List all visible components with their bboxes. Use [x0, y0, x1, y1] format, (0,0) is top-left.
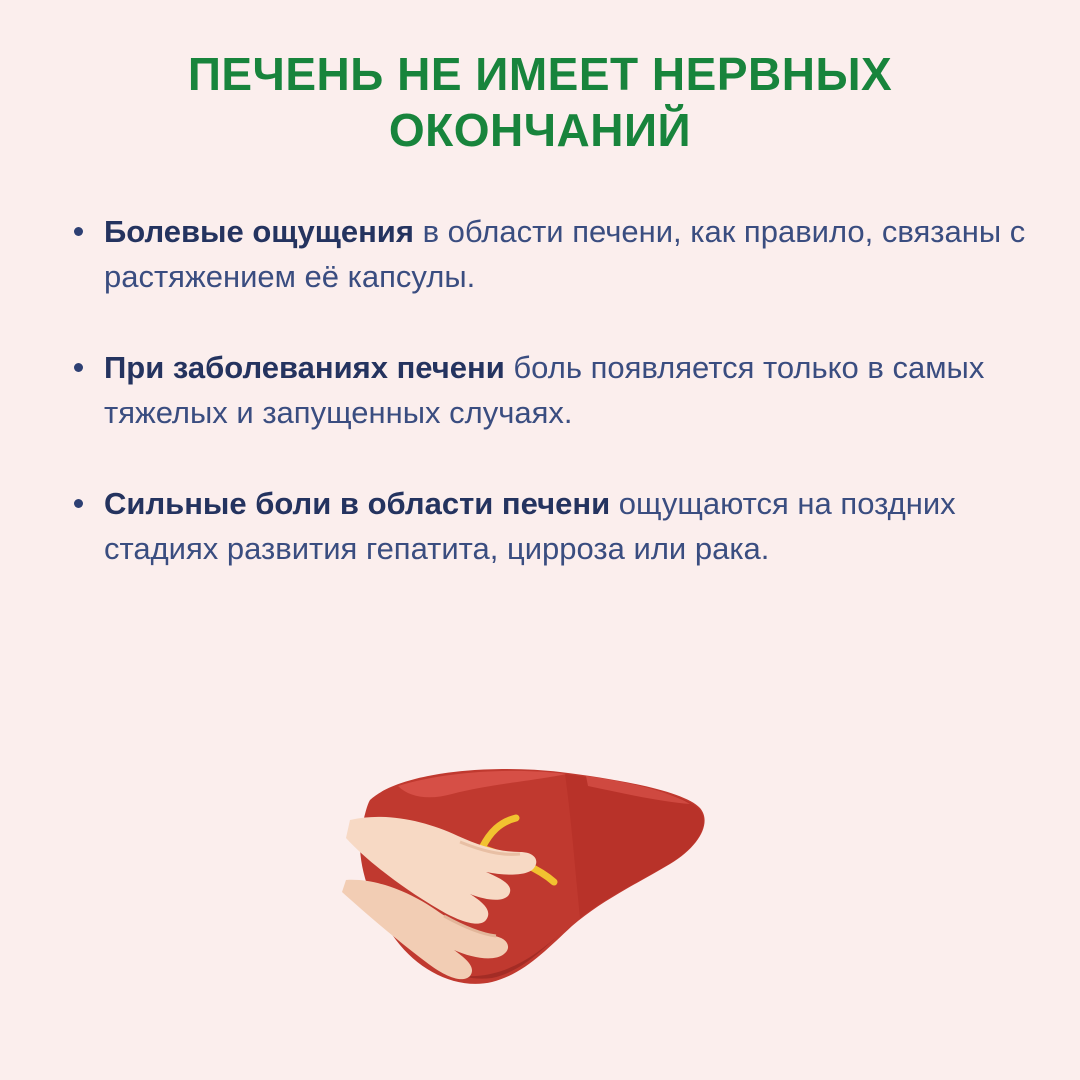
liver-illustration: [0, 740, 1080, 1040]
liver-held-by-hands-icon: [340, 760, 740, 1020]
list-item-text: боль появляется только в самых тяжелых и запущенных случаях.: [104, 350, 985, 431]
list-item: [68, 482, 1040, 572]
list-item: [68, 346, 1040, 436]
list-item-text: ощущаются на поздних стадиях развития гепатита, цирроза или рака.: [104, 485, 956, 566]
list-item-strong: Сильные боли в области печени: [104, 485, 611, 521]
list-item: [68, 210, 1040, 300]
list-item-strong: При заболеваниях печени: [104, 350, 505, 386]
page-title: ПЕЧЕНЬ НЕ ИМЕЕТ НЕРВНЫХ ОКОНЧАНИЙ: [187, 48, 893, 157]
bullet-list: [0, 158, 1080, 572]
list-item-text: в области печени, как правило, связаны с растяжением её капсулы.: [104, 214, 1026, 295]
list-item-strong: Болевые ощущения: [104, 214, 414, 250]
